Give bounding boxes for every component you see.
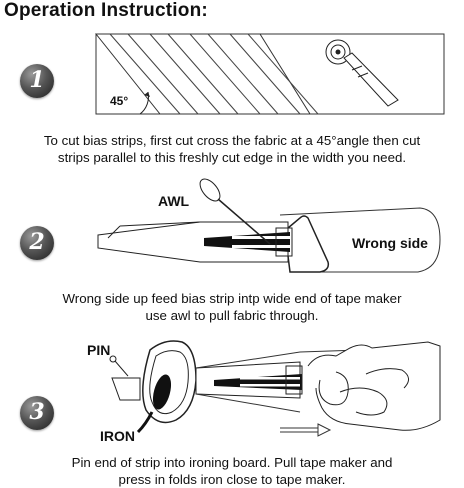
step-1-number: 1: [29, 67, 45, 93]
step-3-caption-line-1: Pin end of strip into ironing board. Pull tape maker and: [71, 455, 393, 470]
iron-label: IRON: [100, 428, 135, 444]
pull-arrow-icon: [280, 424, 330, 436]
page-title: Operation Instruction:: [4, 0, 208, 21]
pin-label: PIN: [87, 342, 111, 358]
step-1-caption-line-2: strips parallel to this freshly cut edge in the width you need.: [57, 150, 407, 165]
pin-icon: [110, 356, 128, 376]
step-3-caption: [0, 454, 464, 488]
awl-label: AWL: [158, 193, 190, 209]
step-2-caption-line-1: Wrong side up feed bias strip intp wide end of tape maker: [62, 291, 402, 306]
step-3-caption-line-2: press in folds iron close to tape maker.: [118, 472, 346, 487]
step-2-caption-line-2: use awl to pull fabric through.: [145, 308, 319, 323]
step-3-number: 3: [29, 399, 45, 425]
step-1-caption-line-1: To cut bias strips, first cut cross the fabric at a 45°angle then cut: [43, 133, 421, 148]
iron-icon: [138, 341, 196, 432]
wrong-side-label: Wrong side: [352, 235, 428, 251]
step-2-number: 2: [29, 229, 45, 255]
angle-label: 45°: [110, 94, 129, 108]
hand-icon: [308, 342, 440, 430]
